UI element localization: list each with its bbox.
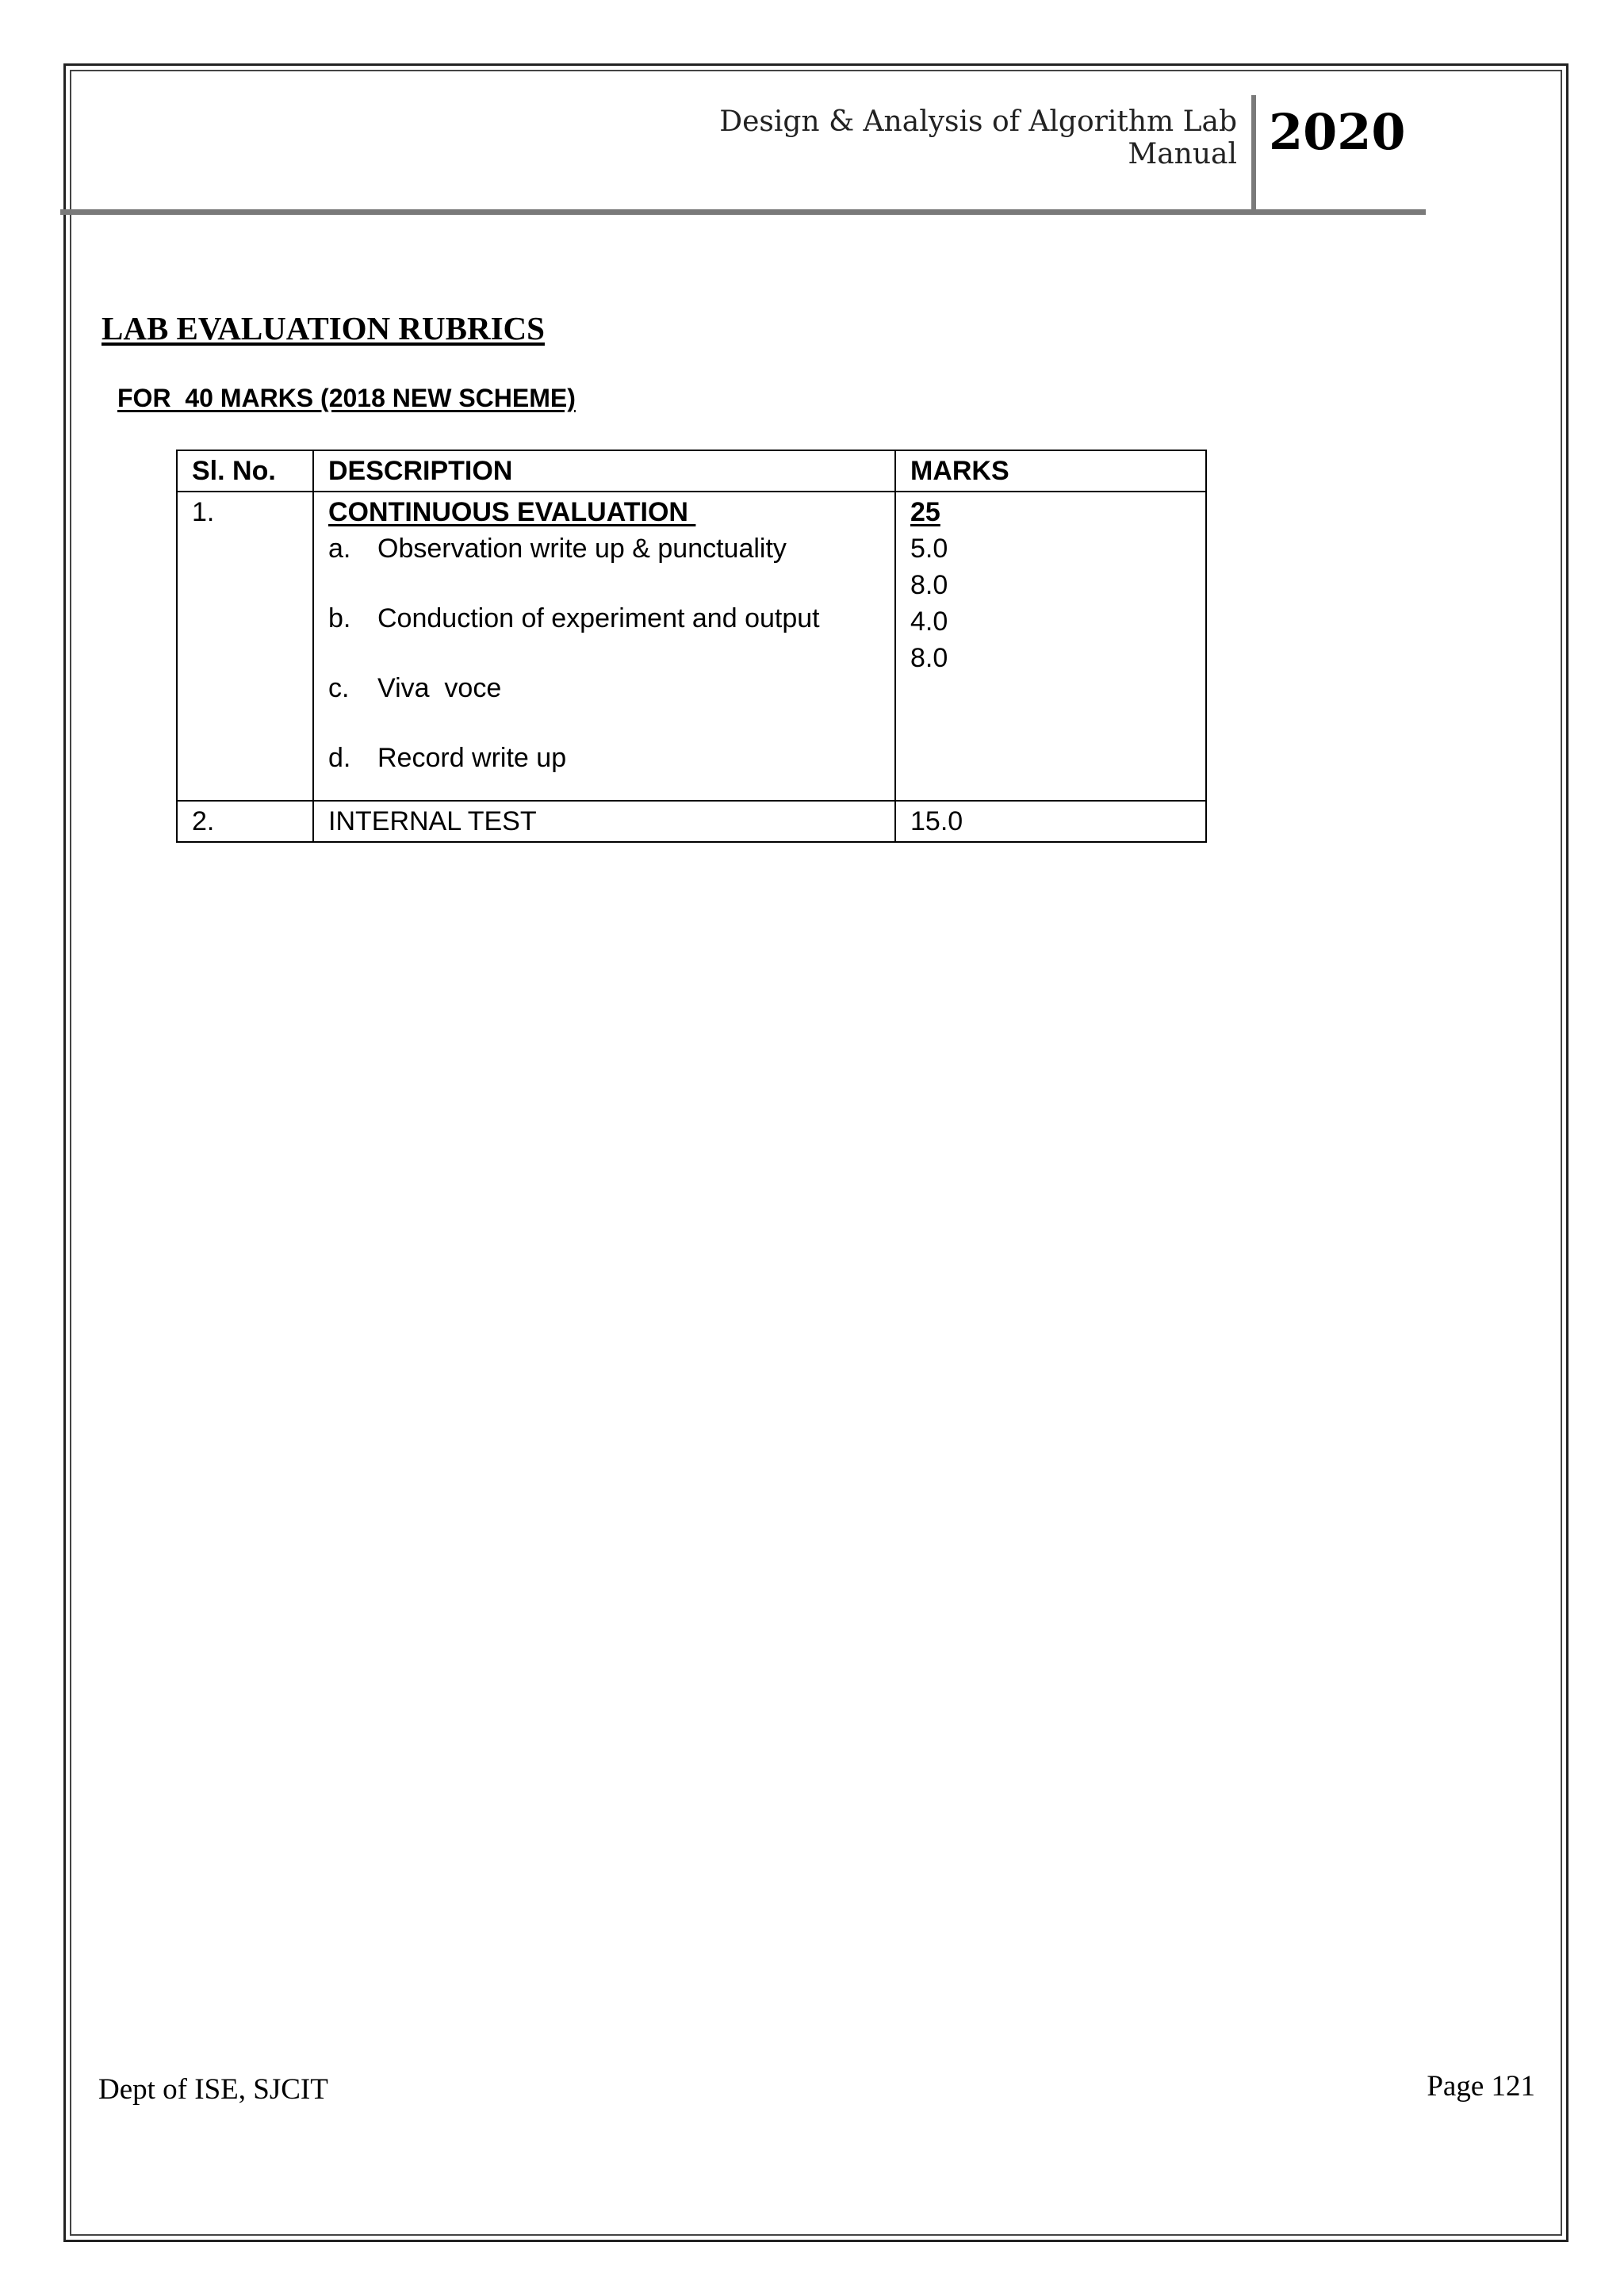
sub-item-text: Conduction of experiment and output [377,603,820,633]
sub-item-d [328,740,880,776]
continuous-evaluation-heading: CONTINUOUS EVALUATION [328,497,696,527]
footer-page-number: Page 121 [1427,2070,1535,2103]
sub-item-letter: b. [328,603,351,633]
column-header-slno: Sl. No. [177,450,313,492]
mark-value: 8.0 [910,570,948,600]
header-divider [1251,95,1256,214]
header-title: Design & Analysis of Algorithm Lab Manual [719,105,1237,170]
footer-dept: Dept of ISE, SJCIT [98,2073,328,2106]
mark-value: 5.0 [910,534,948,564]
column-header-marks: MARKS [895,450,1206,492]
sub-item-letter: a. [328,534,351,564]
row-2-slno: 2. [177,801,313,842]
sub-item-a [328,530,880,567]
sub-item-letter: c. [328,673,350,703]
row-1-description [313,492,895,801]
sub-item-text: Observation write up & punctuality [377,534,787,564]
marks-total: 25 [910,497,940,527]
table-header-row [177,450,1206,492]
row-2-marks: 15.0 [895,801,1206,842]
sub-item-text: Record write up [377,743,567,773]
table-row [177,801,1206,842]
mark-value: 8.0 [910,643,948,673]
table-row [177,492,1206,801]
mark-value: 4.0 [910,607,948,637]
header-year: 2020 [1269,103,1406,161]
rubric-table [176,450,1207,843]
rubrics-heading: LAB EVALUATION RUBRICS [102,310,545,346]
sub-item-b [328,600,880,637]
row-2-description: INTERNAL TEST [313,801,895,842]
header-rule [60,209,1426,215]
scheme-heading: FOR 40 MARKS (2018 NEW SCHEME) [117,384,576,412]
row-1-slno: 1. [177,492,313,801]
sub-item-c [328,670,880,706]
sub-item-letter: d. [328,743,351,773]
column-header-description: DESCRIPTION [313,450,895,492]
sub-item-text: Viva voce [377,673,502,703]
row-1-marks [895,492,1206,801]
